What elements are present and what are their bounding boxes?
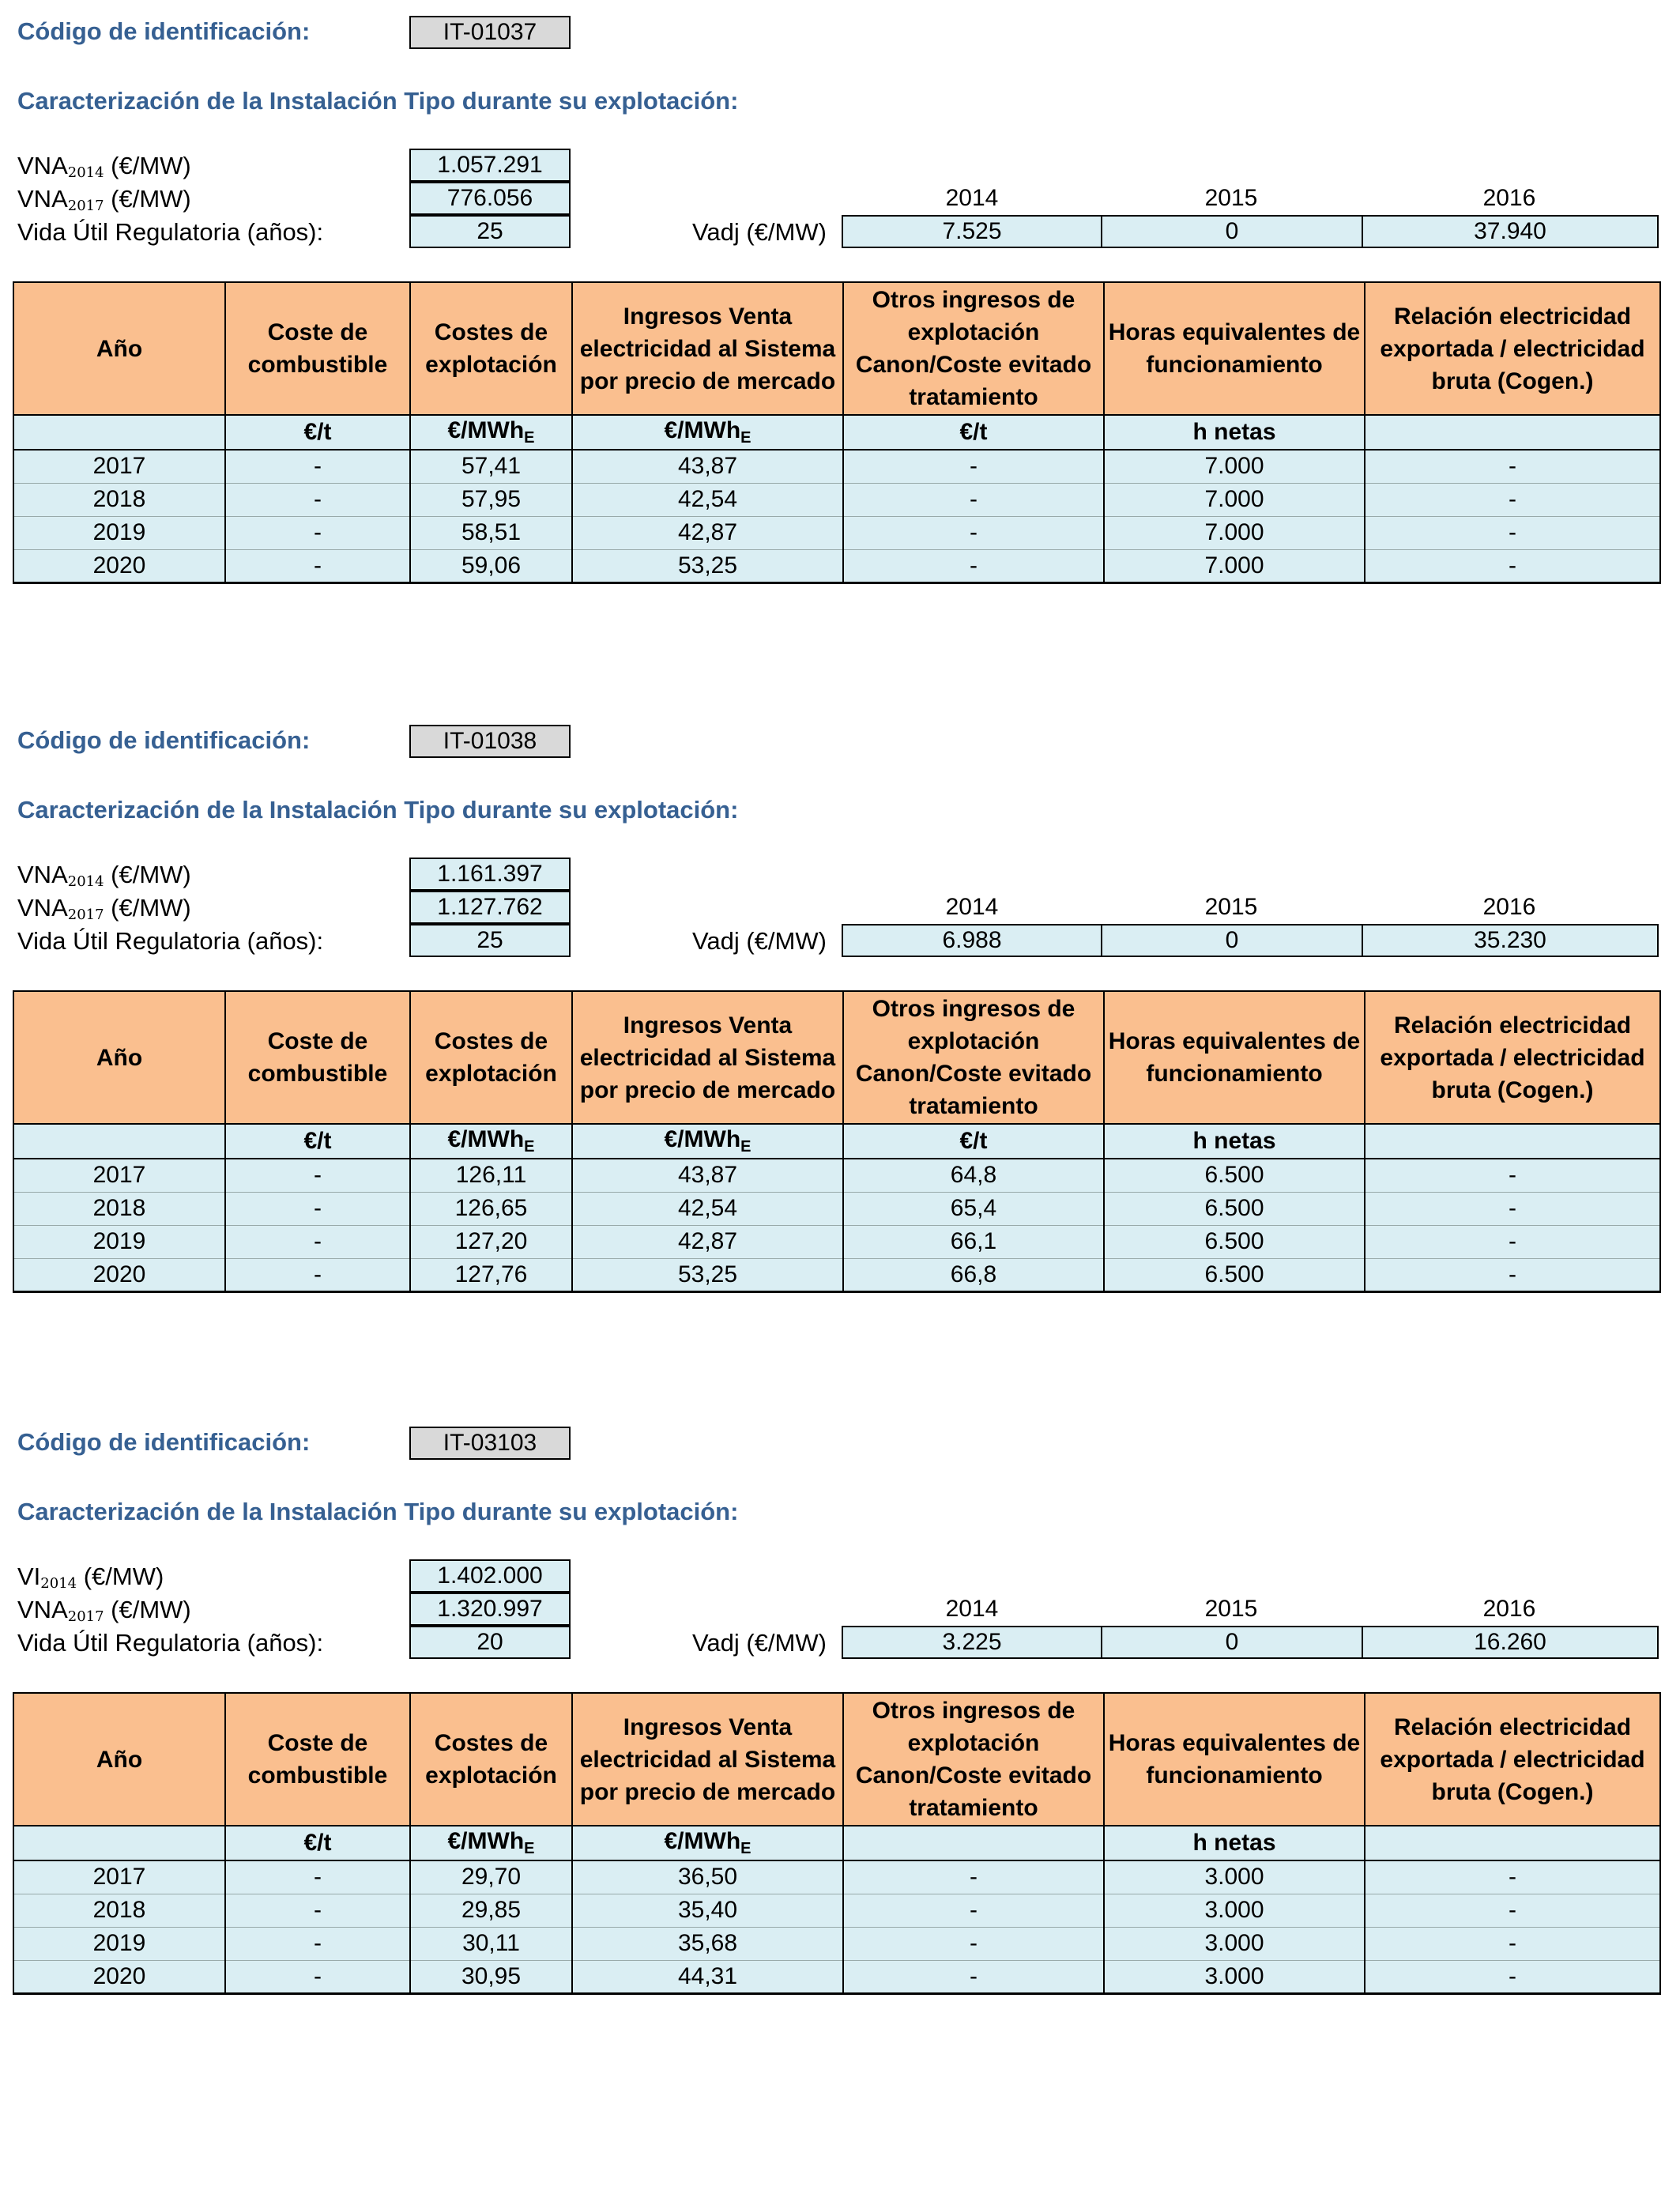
year-cell: 2018: [13, 483, 225, 516]
table-row: [13, 450, 1660, 483]
year-cell: 2019: [13, 1927, 225, 1960]
vadj-box-2015: 0: [1101, 215, 1363, 248]
value-cell: -: [843, 483, 1104, 516]
year-cell: 2017: [13, 450, 225, 483]
value-cell: 7.000: [1104, 516, 1365, 549]
vida-util-label: Vida Útil Regulatoria (años):: [17, 927, 324, 955]
operating-data-table: [13, 281, 1661, 584]
value-cell: 30,95: [410, 1960, 572, 1993]
value-cell: 35,68: [572, 1927, 843, 1960]
unit-cell: €/MWh$_E$: [572, 1826, 843, 1860]
value-cell: -: [843, 1860, 1104, 1894]
value-cell: 126,65: [410, 1192, 572, 1225]
vadj-box-2015: 0: [1101, 1626, 1363, 1659]
value-cell: 3.000: [1104, 1927, 1365, 1960]
vida-util-box: 20: [409, 1626, 571, 1659]
installation-section: [0, 709, 1680, 1310]
units-row: [13, 415, 1660, 450]
val1-label: $VNA_{2014}$ (€/MW): [17, 152, 191, 181]
header-cell: Ingresos Venta electricidad al Sistema por precio de mercado: [572, 282, 843, 415]
value-cell: -: [843, 1894, 1104, 1927]
value-cell: -: [225, 450, 410, 483]
value-cell: 65,4: [843, 1192, 1104, 1225]
value-cell: -: [843, 450, 1104, 483]
val2-box: 776.056: [409, 182, 571, 215]
unit-cell: €/MWh$_E$: [410, 1826, 572, 1860]
header-cell: Relación electricidad exportada / electricidad bruta (Cogen.): [1365, 282, 1660, 415]
value-cell: 42,87: [572, 516, 843, 549]
value-cell: 6.500: [1104, 1192, 1365, 1225]
code-label: Código de identificación:: [17, 726, 311, 754]
vadj-box-2014: 7.525: [842, 215, 1102, 248]
value-cell: 43,87: [572, 450, 843, 483]
year-label: 2016: [1482, 185, 1536, 211]
caracterizacion-heading: Caracterización de la Instalación Tipo durante su explotación:: [17, 87, 739, 115]
table-row: [13, 516, 1660, 549]
value-cell: 53,25: [572, 1258, 843, 1291]
table-header-row: [13, 991, 1660, 1124]
table-row: [13, 1258, 1660, 1291]
value-cell: 6.500: [1104, 1159, 1365, 1192]
code-value-box: IT-01037: [409, 16, 571, 49]
unit-cell: h netas: [1104, 1124, 1365, 1159]
value-cell: -: [225, 1225, 410, 1258]
header-cell: Horas equivalentes de funcionamiento: [1104, 1693, 1365, 1826]
value-cell: -: [1365, 516, 1660, 549]
vadj-box-2014: 6.988: [842, 924, 1102, 957]
unit-cell: [13, 1826, 225, 1860]
unit-cell: h netas: [1104, 1826, 1365, 1860]
header-cell: Horas equivalentes de funcionamiento: [1104, 991, 1365, 1124]
unit-cell: €/t: [843, 1124, 1104, 1159]
header-cell: Coste de combustible: [225, 1693, 410, 1826]
year-label: 2014: [945, 185, 999, 211]
vadj-box-2014: 3.225: [842, 1626, 1102, 1659]
header-cell: Otros ingresos de explotación Canon/Coste evitado tratamiento: [843, 282, 1104, 415]
value-cell: 127,76: [410, 1258, 572, 1291]
header-cell: Coste de combustible: [225, 991, 410, 1124]
value-cell: -: [1365, 1894, 1660, 1927]
value-cell: -: [843, 1960, 1104, 1993]
header-cell: Costes de explotación: [410, 991, 572, 1124]
unit-cell: [1365, 415, 1660, 450]
header-cell: Relación electricidad exportada / electricidad bruta (Cogen.): [1365, 991, 1660, 1124]
header-cell: Costes de explotación: [410, 1693, 572, 1826]
installation-section: [0, 1411, 1680, 2011]
caracterizacion-heading: Caracterización de la Instalación Tipo durante su explotación:: [17, 1498, 739, 1525]
units-row: [13, 1826, 1660, 1860]
vida-util-label: Vida Útil Regulatoria (años):: [17, 1629, 324, 1657]
value-cell: 35,40: [572, 1894, 843, 1927]
operating-data-table: [13, 1692, 1661, 1995]
year-cell: 2020: [13, 1960, 225, 1993]
unit-cell: [13, 1124, 225, 1159]
val2-label: $VNA_{2017}$ (€/MW): [17, 1596, 191, 1625]
value-cell: 127,20: [410, 1225, 572, 1258]
table-header-row: [13, 1693, 1660, 1826]
year-cell: 2018: [13, 1192, 225, 1225]
year-cell: 2020: [13, 549, 225, 582]
value-cell: 57,41: [410, 450, 572, 483]
header-cell: Horas equivalentes de funcionamiento: [1104, 282, 1365, 415]
caracterizacion-heading: Caracterización de la Instalación Tipo durante su explotación:: [17, 796, 739, 824]
installation-section: [0, 0, 1680, 601]
unit-cell: €/t: [225, 1124, 410, 1159]
vadj-box-2016: 35.230: [1362, 924, 1659, 957]
table-row: [13, 1960, 1660, 1993]
value-cell: -: [225, 549, 410, 582]
vida-util-box: 25: [409, 215, 571, 248]
value-cell: -: [225, 516, 410, 549]
vadj-box-2016: 37.940: [1362, 215, 1659, 248]
value-cell: 36,50: [572, 1860, 843, 1894]
value-cell: -: [225, 1159, 410, 1192]
header-cell: Otros ingresos de explotación Canon/Coste evitado tratamiento: [843, 1693, 1104, 1826]
header-cell: Año: [13, 282, 225, 415]
year-label: 2014: [945, 894, 999, 920]
value-cell: -: [225, 483, 410, 516]
value-cell: 58,51: [410, 516, 572, 549]
value-cell: -: [225, 1258, 410, 1291]
table-row: [13, 1159, 1660, 1192]
table-row: [13, 1927, 1660, 1960]
value-cell: 7.000: [1104, 483, 1365, 516]
table-row: [13, 483, 1660, 516]
val1-box: 1.402.000: [409, 1559, 571, 1593]
value-cell: -: [1365, 1159, 1660, 1192]
value-cell: -: [1365, 1225, 1660, 1258]
table-row: [13, 1192, 1660, 1225]
value-cell: 66,1: [843, 1225, 1104, 1258]
year-label: 2016: [1482, 1596, 1536, 1622]
value-cell: 6.500: [1104, 1258, 1365, 1291]
year-cell: 2017: [13, 1159, 225, 1192]
value-cell: 53,25: [572, 549, 843, 582]
value-cell: -: [225, 1894, 410, 1927]
value-cell: -: [225, 1960, 410, 1993]
unit-cell: [1365, 1826, 1660, 1860]
vida-util-box: 25: [409, 924, 571, 957]
year-label: 2015: [1204, 894, 1258, 920]
unit-cell: [1365, 1124, 1660, 1159]
val2-box: 1.320.997: [409, 1593, 571, 1626]
units-row: [13, 1124, 1660, 1159]
value-cell: 126,11: [410, 1159, 572, 1192]
val2-box: 1.127.762: [409, 891, 571, 924]
value-cell: -: [843, 1927, 1104, 1960]
value-cell: -: [1365, 450, 1660, 483]
value-cell: -: [1365, 549, 1660, 582]
value-cell: -: [1365, 1860, 1660, 1894]
year-cell: 2019: [13, 516, 225, 549]
header-cell: Otros ingresos de explotación Canon/Coste evitado tratamiento: [843, 991, 1104, 1124]
unit-cell: [843, 1826, 1104, 1860]
year-label: 2014: [945, 1596, 999, 1622]
value-cell: -: [1365, 483, 1660, 516]
value-cell: 42,54: [572, 483, 843, 516]
table-row: [13, 1894, 1660, 1927]
val1-box: 1.057.291: [409, 149, 571, 182]
code-value-box: IT-03103: [409, 1427, 571, 1460]
header-cell: Año: [13, 991, 225, 1124]
header-cell: Año: [13, 1693, 225, 1826]
unit-cell: €/t: [225, 415, 410, 450]
unit-cell: €/MWh$_E$: [572, 415, 843, 450]
value-cell: 42,87: [572, 1225, 843, 1258]
year-label: 2015: [1204, 1596, 1258, 1622]
value-cell: 44,31: [572, 1960, 843, 1993]
year-cell: 2017: [13, 1860, 225, 1894]
header-cell: Ingresos Venta electricidad al Sistema por precio de mercado: [572, 1693, 843, 1826]
year-cell: 2020: [13, 1258, 225, 1291]
unit-cell: €/t: [225, 1826, 410, 1860]
unit-cell: €/MWh$_E$: [410, 415, 572, 450]
val1-label: $VNA_{2014}$ (€/MW): [17, 861, 191, 890]
year-label: 2015: [1204, 185, 1258, 211]
value-cell: -: [1365, 1927, 1660, 1960]
val1-box: 1.161.397: [409, 858, 571, 891]
year-label: 2016: [1482, 894, 1536, 920]
header-cell: Relación electricidad exportada / electricidad bruta (Cogen.): [1365, 1693, 1660, 1826]
value-cell: 64,8: [843, 1159, 1104, 1192]
header-cell: Coste de combustible: [225, 282, 410, 415]
value-cell: 29,70: [410, 1860, 572, 1894]
value-cell: 7.000: [1104, 549, 1365, 582]
header-cell: Costes de explotación: [410, 282, 572, 415]
unit-cell: [13, 415, 225, 450]
header-cell: Ingresos Venta electricidad al Sistema por precio de mercado: [572, 991, 843, 1124]
value-cell: -: [225, 1927, 410, 1960]
value-cell: 59,06: [410, 549, 572, 582]
operating-data-table: [13, 990, 1661, 1293]
value-cell: 7.000: [1104, 450, 1365, 483]
vadj-label: Vadj (€/MW): [692, 1629, 827, 1657]
year-cell: 2019: [13, 1225, 225, 1258]
value-cell: 43,87: [572, 1159, 843, 1192]
code-value-box: IT-01038: [409, 725, 571, 758]
value-cell: -: [225, 1192, 410, 1225]
unit-cell: €/MWh$_E$: [410, 1124, 572, 1159]
unit-cell: €/MWh$_E$: [572, 1124, 843, 1159]
vida-util-label: Vida Útil Regulatoria (años):: [17, 218, 324, 246]
value-cell: 3.000: [1104, 1860, 1365, 1894]
value-cell: -: [843, 549, 1104, 582]
code-label: Código de identificación:: [17, 1428, 311, 1456]
table-row: [13, 1225, 1660, 1258]
value-cell: 66,8: [843, 1258, 1104, 1291]
val2-label: $VNA_{2017}$ (€/MW): [17, 185, 191, 214]
unit-cell: h netas: [1104, 415, 1365, 450]
value-cell: -: [1365, 1192, 1660, 1225]
value-cell: -: [1365, 1960, 1660, 1993]
value-cell: -: [843, 516, 1104, 549]
table-header-row: [13, 282, 1660, 415]
value-cell: 6.500: [1104, 1225, 1365, 1258]
value-cell: 3.000: [1104, 1960, 1365, 1993]
value-cell: -: [1365, 1258, 1660, 1291]
vadj-label: Vadj (€/MW): [692, 218, 827, 246]
value-cell: 30,11: [410, 1927, 572, 1960]
table-row: [13, 1860, 1660, 1894]
value-cell: 57,95: [410, 483, 572, 516]
value-cell: 42,54: [572, 1192, 843, 1225]
year-cell: 2018: [13, 1894, 225, 1927]
vadj-box-2015: 0: [1101, 924, 1363, 957]
val1-label: $VI_{2014}$ (€/MW): [17, 1563, 164, 1592]
value-cell: 29,85: [410, 1894, 572, 1927]
vadj-box-2016: 16.260: [1362, 1626, 1659, 1659]
value-cell: -: [225, 1860, 410, 1894]
vadj-label: Vadj (€/MW): [692, 927, 827, 955]
value-cell: 3.000: [1104, 1894, 1365, 1927]
code-label: Código de identificación:: [17, 17, 311, 45]
unit-cell: €/t: [843, 415, 1104, 450]
table-row: [13, 549, 1660, 582]
val2-label: $VNA_{2017}$ (€/MW): [17, 894, 191, 923]
